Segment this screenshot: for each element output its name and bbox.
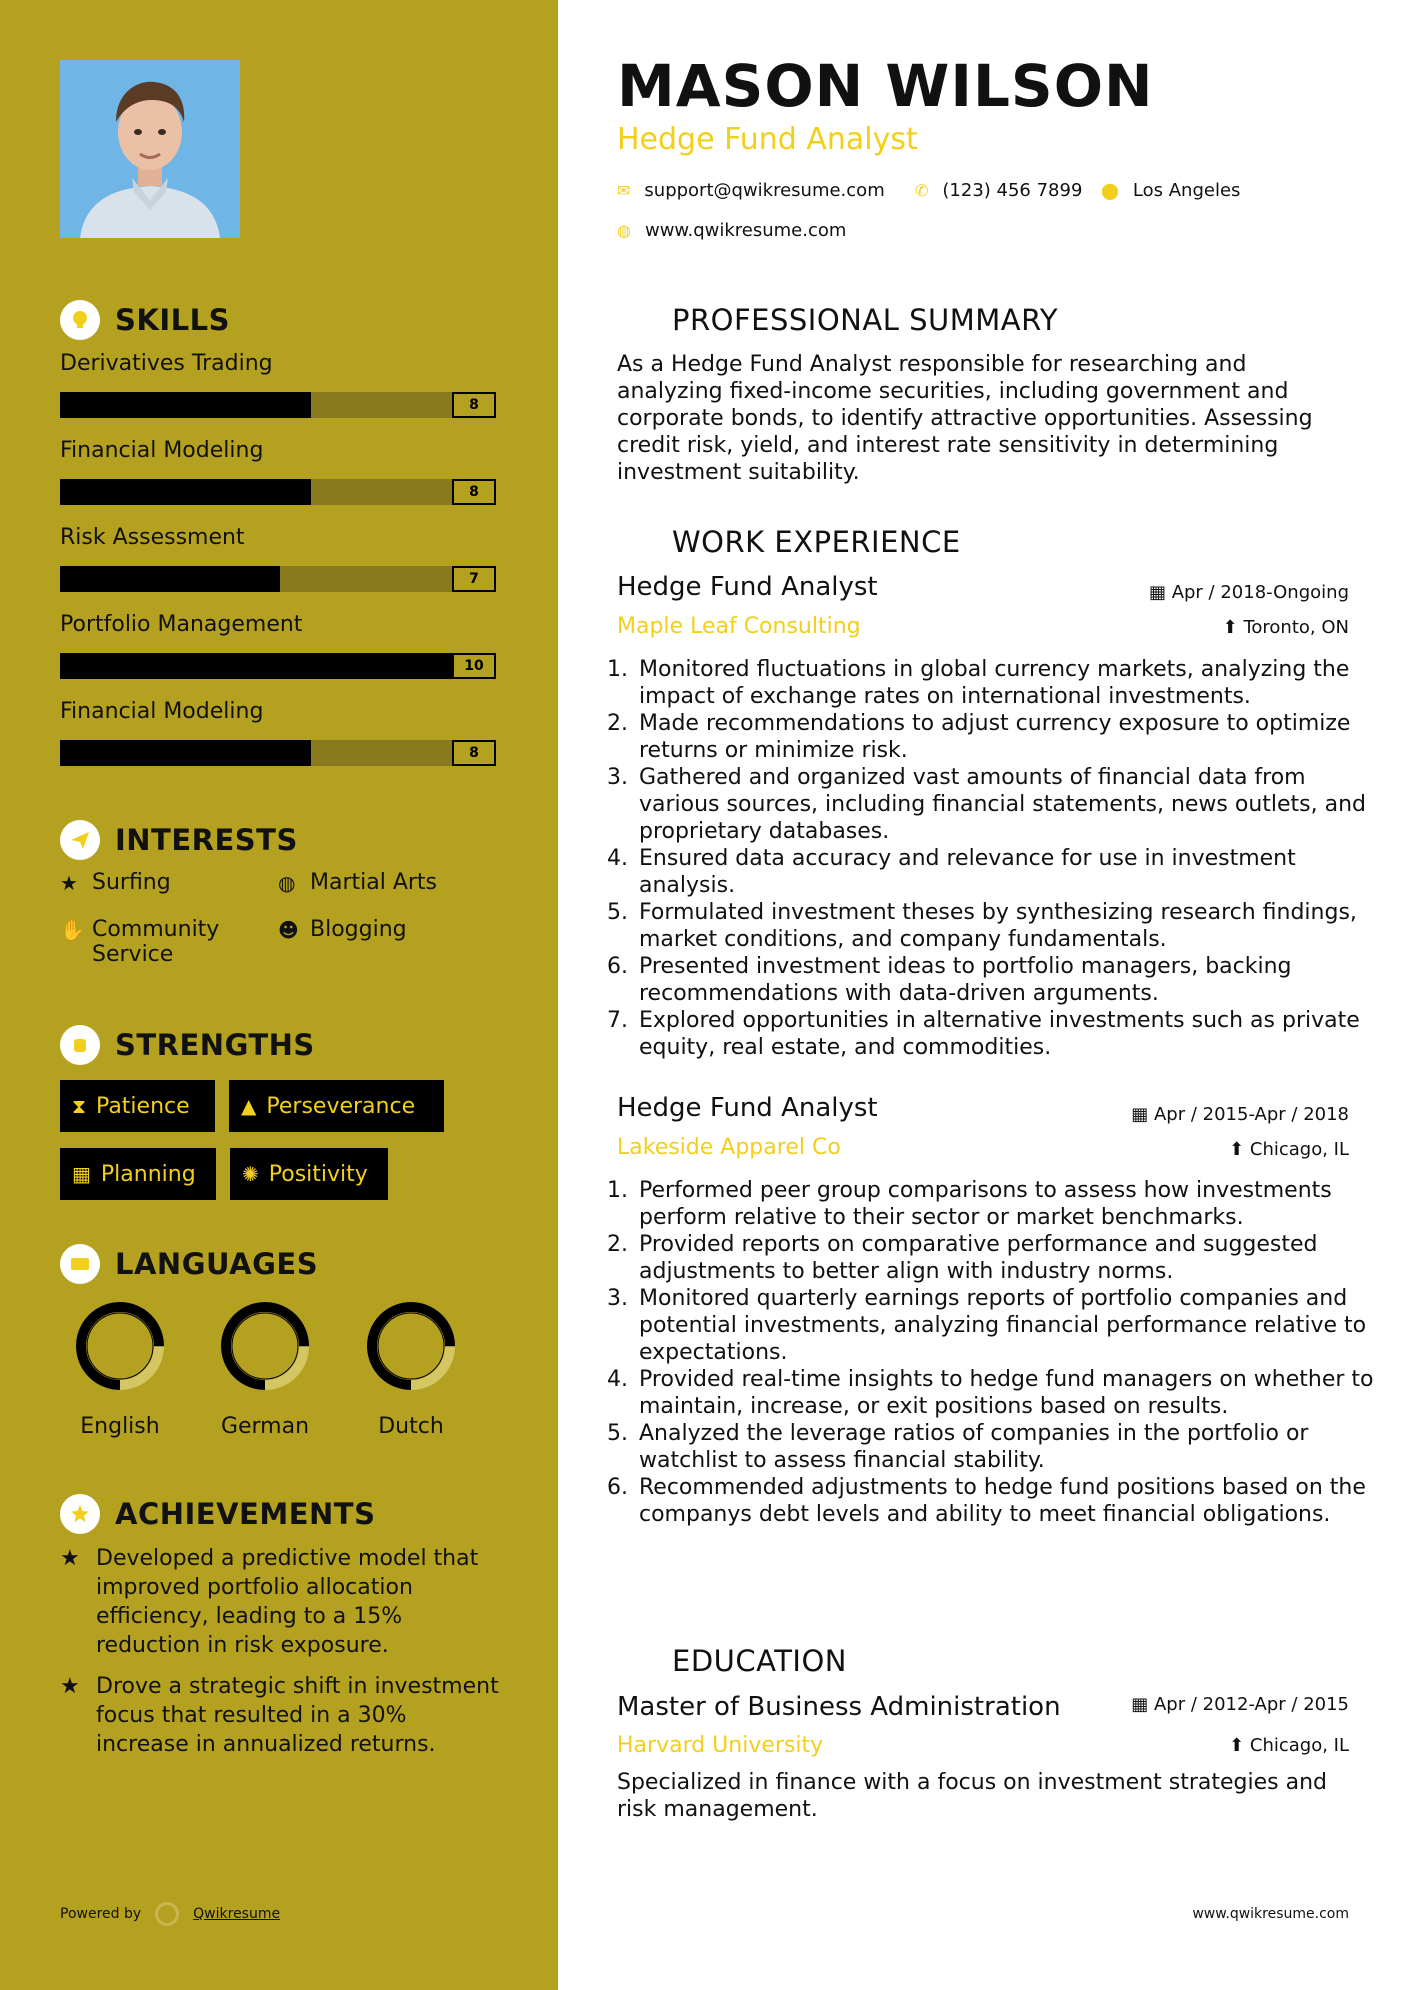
contact-location: ⬤ Los Angeles (1101, 180, 1241, 201)
language-gauge (205, 1296, 325, 1400)
map-marker-icon: ⬤ (1101, 181, 1119, 200)
list-item: 6. Recommended adjustments to hedge fund positions based on the companys debt levels and ability to meet financial obligations. (635, 1474, 1375, 1528)
job-company: Maple Leaf Consulting (617, 614, 861, 639)
skill-score: 10 (452, 653, 496, 679)
calendar-icon: ▦ (1148, 582, 1172, 603)
donut-inner (378, 1313, 444, 1379)
job-location: ⬆ Toronto, ON (1222, 617, 1349, 638)
footer-site[interactable]: www.qwikresume.com (1192, 1906, 1349, 1922)
skill-bar-fill (60, 653, 452, 679)
profile-photo (60, 60, 240, 238)
skill-label: Risk Assessment (60, 525, 245, 550)
job-location: ⬆ Chicago, IL (1229, 1139, 1349, 1160)
job-company: Lakeside Apparel Co (617, 1135, 841, 1160)
list-item: 7. Explored opportunities in alternative investments such as private equity, real estate, and commodities. (635, 1007, 1375, 1061)
education-text: Specialized in finance with a focus on investment strategies and risk management. (617, 1770, 1328, 1822)
interest-item: ★ Surfing (60, 870, 171, 895)
interest-item: ☻ Blogging (278, 917, 407, 942)
envelope-icon: ✉ (617, 181, 631, 200)
pin-icon: ⬆ (1222, 617, 1244, 638)
list-item: 3. Monitored quarterly earnings reports of portfolio companies and potential investments, analyzing financial performance relative to expectations. (635, 1285, 1375, 1366)
list-item: 1. Monitored fluctuations in global currency markets, analyzing the impact of exchange rates on international investments. (635, 656, 1375, 710)
language-label: Dutch (378, 1414, 444, 1439)
list-item: 5. Formulated investment theses by synthesizing research findings, market conditions, and company fundamentals. (635, 899, 1375, 953)
skill-bar-fill (60, 479, 311, 505)
skill-score: 8 (452, 392, 496, 418)
candidate-title: Hedge Fund Analyst (617, 122, 918, 157)
school-name: Harvard University (617, 1733, 824, 1758)
education-date: ▦ Apr / 2012-Apr / 2015 (1131, 1694, 1349, 1715)
sun-icon: ✺ (242, 1162, 259, 1186)
brand-link[interactable]: Qwikresume (193, 1906, 281, 1922)
user-icon (617, 300, 657, 340)
list-item: 5. Analyzed the leverage ratios of companies in the portfolio or watchlist to assess financial stability. (635, 1420, 1375, 1474)
job-bullets (617, 1177, 1375, 1528)
list-item: 3. Gathered and organized vast amounts of financial data from various sources, including financial statements, news outlets, and proprietary databases. (635, 764, 1375, 845)
job-date: ▦ Apr / 2015-Apr / 2018 (1131, 1104, 1349, 1125)
achievement-item: ★ Developed a predictive model that improved portfolio allocation efficiency, leading to a 15% reduction in risk exposure. (60, 1546, 479, 1658)
phone-icon: ✆ (915, 181, 929, 200)
list-item: 2. Made recommendations to adjust currency exposure to optimize returns or minimize risk. (635, 710, 1375, 764)
languages-heading: LANGUAGES (60, 1244, 318, 1284)
education-heading: EDUCATION (617, 1641, 847, 1681)
lightbulb-icon (60, 300, 100, 340)
list-item: 6. Presented investment ideas to portfolio managers, backing recommendations with data-driven arguments. (635, 953, 1375, 1007)
skill-label: Financial Modeling (60, 699, 264, 724)
language-gauge (60, 1296, 180, 1400)
summary-heading: PROFESSIONAL SUMMARY (617, 300, 1058, 340)
degree-title: Master of Business Administration (617, 1692, 1061, 1722)
skill-bar-fill (60, 566, 280, 592)
strength-tag: ⧗ Patience (60, 1080, 215, 1132)
language-gauge (351, 1296, 471, 1400)
interests-heading: INTERESTS (60, 820, 298, 860)
skill-label: Financial Modeling (60, 438, 264, 463)
calendar-icon: ▦ (1131, 1694, 1154, 1715)
job-title: Hedge Fund Analyst (617, 572, 878, 602)
shooting-star-icon: ★ (60, 1674, 80, 1699)
candidate-name: MASON WILSON (617, 52, 1154, 120)
calendar-icon: ▦ (1131, 1104, 1154, 1125)
skill-bar (60, 653, 496, 679)
achievements-heading: ACHIEVEMENTS (60, 1494, 375, 1534)
list-item: 2. Provided reports on comparative performance and suggested adjustments to better align with industry norms. (635, 1231, 1375, 1285)
contact-website: ◍ www.qwikresume.com (617, 220, 847, 241)
strengths-heading: STRENGTHS (60, 1025, 315, 1065)
contact-phone: ✆ (123) 456 7899 (915, 180, 1083, 201)
achievement-item: ★ Drove a strategic shift in investment focus that resulted in a 30% increase in annualized returns. (60, 1674, 499, 1757)
powered-by: Powered by Qwikresume (60, 1902, 280, 1926)
skill-label: Portfolio Management (60, 612, 303, 637)
skill-bar-fill (60, 740, 311, 766)
skill-label: Derivatives Trading (60, 351, 273, 376)
hourglass-icon: ⧗ (72, 1094, 87, 1118)
users-icon: ☻ (278, 918, 299, 942)
job-bullets (617, 656, 1375, 1061)
strength-tag: ▦ Planning (60, 1148, 216, 1200)
language-donut (205, 1296, 325, 1396)
experience-heading: WORK EXPERIENCE (617, 522, 961, 562)
star-badge-icon (60, 1494, 100, 1534)
interest-item: ◍ Martial Arts (278, 870, 438, 895)
skill-score: 7 (452, 566, 496, 592)
chair-icon (617, 522, 657, 562)
paper-plane-icon (60, 820, 100, 860)
skill-bar (60, 392, 496, 418)
education-location: ⬆ Chicago, IL (1229, 1735, 1349, 1756)
skill-score: 8 (452, 479, 496, 505)
summary-text: As a Hedge Fund Analyst responsible for researching and analyzing fixed-income securities, including government and corporate bonds, to identify attractive opportunities. Assessing credit risk, yield, and interest rate sensitivity in determining investment suitability. (617, 352, 1313, 485)
list-item: 4. Ensured data accuracy and relevance for use in investment analysis. (635, 845, 1375, 899)
road-icon: ▲ (241, 1094, 257, 1118)
fist-icon (60, 1025, 100, 1065)
id-card-icon (60, 1244, 100, 1284)
interest-item: ✋ Community Service (60, 917, 220, 967)
list-item: 1. Performed peer group comparisons to assess how investments perform relative to their sector or market benchmarks. (635, 1177, 1375, 1231)
qwikresume-logo-icon (155, 1902, 179, 1926)
graduate-icon (617, 1641, 657, 1681)
list-item: 4. Provided real-time insights to hedge fund managers on whether to maintain, increase, or exit positions based on results. (635, 1366, 1375, 1420)
skill-bar (60, 479, 496, 505)
language-label: German (220, 1414, 310, 1439)
strength-tag: ▲ Perseverance (229, 1080, 444, 1132)
pin-icon: ⬆ (1229, 1139, 1250, 1160)
skill-bar (60, 740, 496, 766)
strength-tag: ✺ Positivity (230, 1148, 388, 1200)
star-icon: ★ (60, 871, 78, 895)
calendar-icon: ▦ (72, 1162, 91, 1186)
hand-icon: ✋ (60, 918, 85, 942)
language-donut (60, 1296, 180, 1396)
skill-bar (60, 566, 496, 592)
pin-icon: ⬆ (1229, 1735, 1250, 1756)
contact-email: ✉ support@qwikresume.com (617, 180, 885, 201)
donut-inner (87, 1313, 153, 1379)
skills-heading: SKILLS (60, 300, 230, 340)
donut-inner (232, 1313, 298, 1379)
globe-icon: ◍ (617, 221, 631, 240)
sidebar (0, 0, 558, 1990)
job-date: ▦ Apr / 2018-Ongoing (1148, 582, 1349, 603)
skill-bar-fill (60, 392, 311, 418)
job-title: Hedge Fund Analyst (617, 1093, 878, 1123)
language-label: English (80, 1414, 160, 1439)
globe-icon: ◍ (278, 871, 296, 895)
language-donut (351, 1296, 471, 1396)
shooting-star-icon: ★ (60, 1546, 80, 1571)
skill-score: 8 (452, 740, 496, 766)
